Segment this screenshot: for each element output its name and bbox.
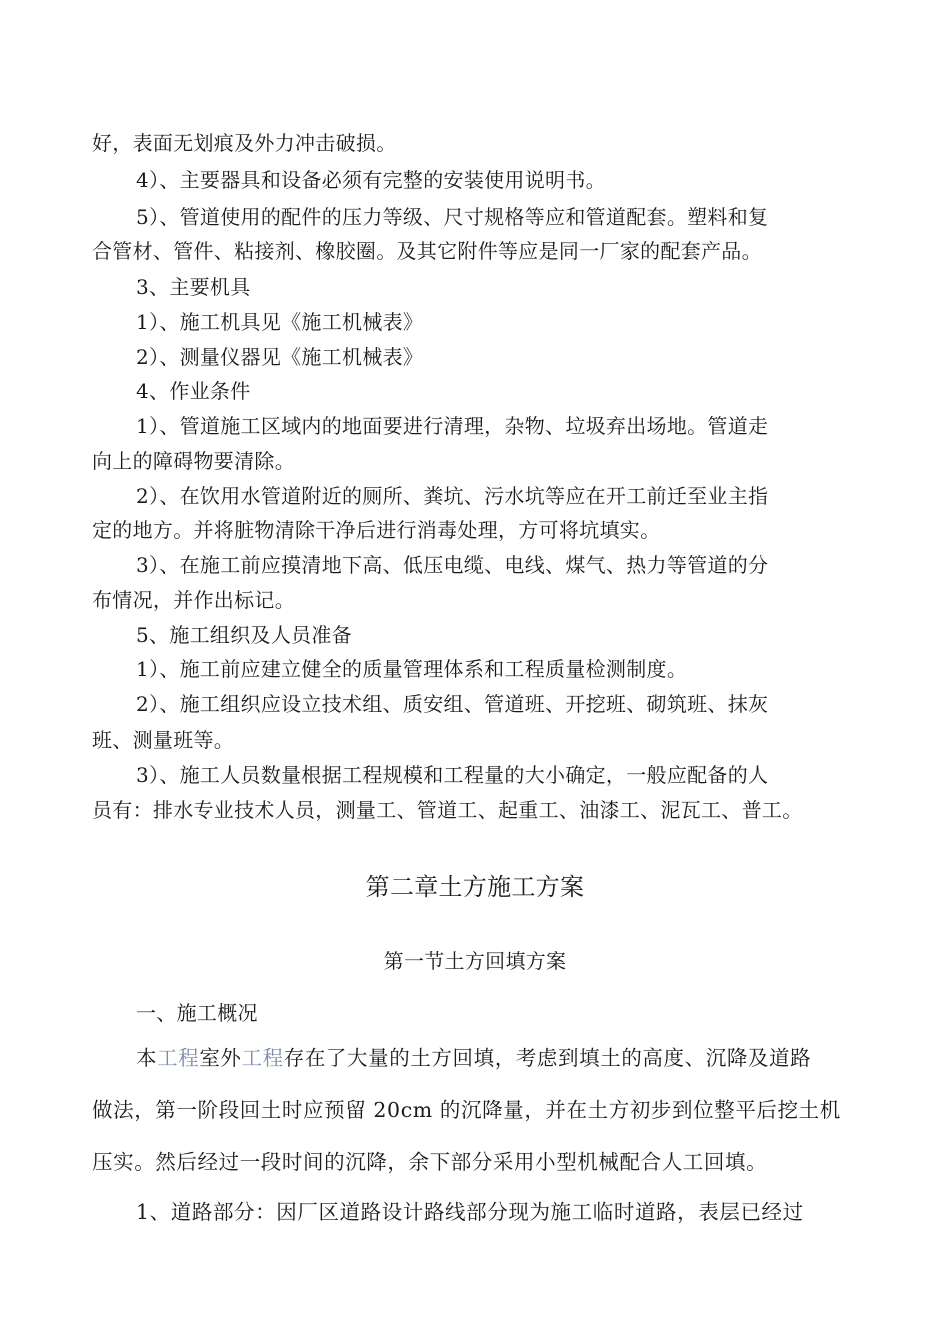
paragraph-text: 本	[136, 1046, 158, 1070]
text-line: 1）、管道施工区域内的地面要进行清理，杂物、垃圾弃出场地。管道走	[136, 414, 769, 438]
paragraph-line: 做法，第一阶段回土时应预留 20cm 的沉降量，并在土方初步到位整平后挖土机	[92, 1098, 841, 1122]
text-line: 1）、施工机具见《施工机械表》	[136, 310, 424, 334]
text-line: 向上的障碍物要清除。	[92, 449, 295, 473]
chapter-title: 第二章土方施工方案	[365, 873, 585, 901]
text-line: 3、主要机具	[136, 275, 251, 299]
text-line: 2）、在饮用水管道附近的厕所、粪坑、污水坑等应在开工前迁至业主指	[136, 484, 769, 508]
overview-heading: 一、施工概况	[136, 1001, 258, 1025]
text-line: 4、作业条件	[136, 379, 251, 403]
highlighted-text: 工程	[157, 1046, 200, 1070]
text-line: 5、施工组织及人员准备	[136, 623, 353, 647]
text-line: 2）、施工组织应设立技术组、质安组、管道班、开挖班、砌筑班、抹灰	[136, 692, 769, 716]
paragraph-line: 1、道路部分：因厂区道路设计路线部分现为施工临时道路，表层已经过	[136, 1200, 804, 1224]
text-line: 1）、施工前应建立健全的质量管理体系和工程质量检测制度。	[136, 657, 688, 681]
paragraph-text: 室外	[199, 1046, 242, 1070]
text-line: 合管材、管件、粘接剂、橡胶圈。及其它附件等应是同一厂家的配套产品。	[92, 239, 762, 263]
text-line: 员有：排水专业技术人员，测量工、管道工、起重工、油漆工、泥瓦工、普工。	[92, 798, 803, 822]
paragraph-text: 存在了大量的土方回填，考虑到填土的高度、沉降及道路	[283, 1046, 812, 1070]
text-line: 2）、测量仪器见《施工机械表》	[136, 345, 424, 369]
paragraph-line: 压实。然后经过一段时间的沉降，余下部分采用小型机械配合人工回填。	[92, 1150, 768, 1174]
highlighted-text: 工程	[241, 1046, 284, 1070]
text-line: 班、测量班等。	[92, 728, 235, 752]
text-line: 布情况，并作出标记。	[92, 588, 295, 612]
section-title: 第一节土方回填方案	[383, 949, 567, 973]
text-line: 5）、管道使用的配件的压力等级、尺寸规格等应和管道配套。塑料和复	[136, 205, 769, 229]
text-line: 4）、主要器具和设备必须有完整的安装使用说明书。	[136, 168, 606, 192]
paragraph-line	[136, 1044, 811, 1072]
text-line: 3）、在施工前应摸清地下高、低压电缆、电线、煤气、热力等管道的分	[136, 553, 769, 577]
text-line: 好，表面无划痕及外力冲击破损。	[92, 131, 397, 155]
text-line: 定的地方。并将脏物清除干净后进行消毒处理，方可将坑填实。	[92, 518, 661, 542]
text-line: 3）、施工人员数量根据工程规模和工程量的大小确定，一般应配备的人	[136, 763, 769, 787]
